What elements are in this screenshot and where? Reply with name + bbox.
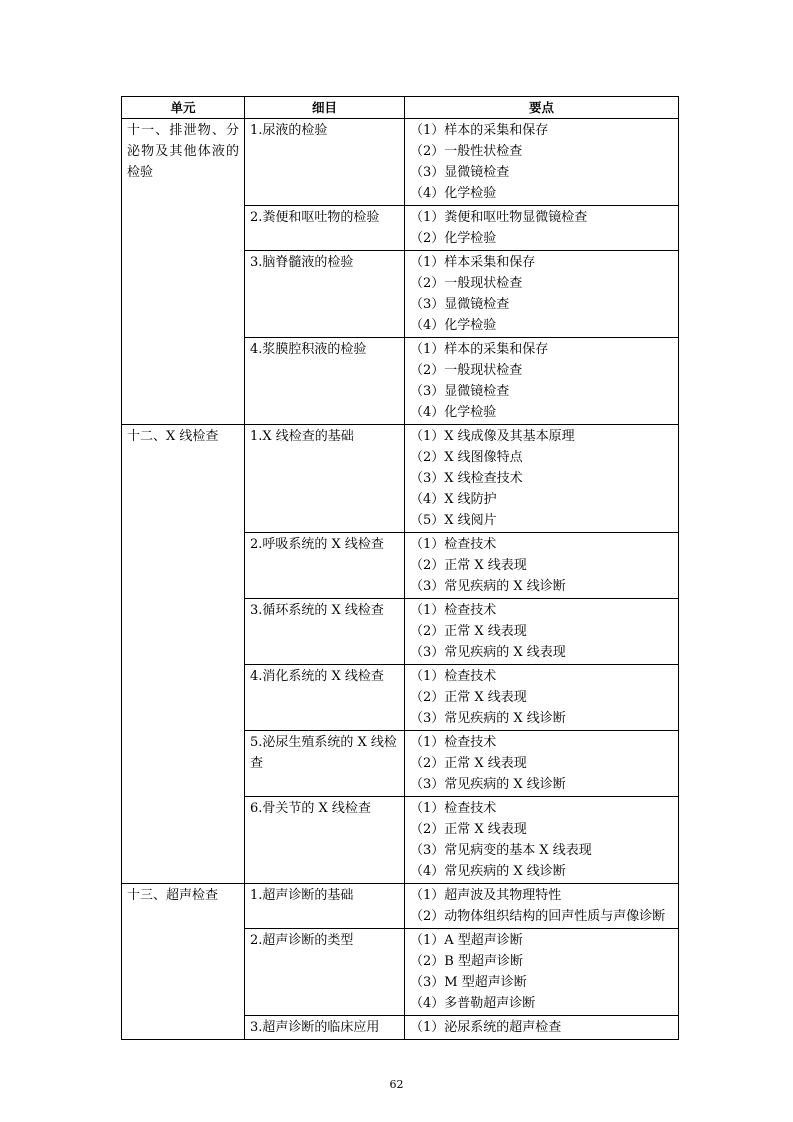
point-item: （1）检查技术 bbox=[410, 537, 497, 552]
points-cell bbox=[405, 599, 679, 665]
point-item: （1）样本的采集和保存 bbox=[410, 123, 549, 138]
point-item: （3）常见疾病的 X 线表现 bbox=[410, 645, 566, 660]
point-item: （3）X 线检查技术 bbox=[410, 471, 523, 486]
detail-cell: 4.消化系统的 X 线检查 bbox=[245, 665, 405, 731]
table-row bbox=[122, 884, 679, 929]
table-row bbox=[122, 425, 679, 533]
point-item: （1）X 线成像及其基本原理 bbox=[410, 429, 575, 444]
point-item: （4）多普勒超声诊断 bbox=[410, 996, 536, 1011]
point-item: （2）一般现状检查 bbox=[410, 363, 523, 378]
point-item: （1）检查技术 bbox=[410, 603, 497, 618]
point-item: （4）化学检验 bbox=[410, 318, 497, 333]
point-item: （2）动物体组织结构的回声性质与声像诊断 bbox=[410, 909, 666, 924]
point-item: （3）常见疾病的 X 线诊断 bbox=[410, 711, 566, 726]
detail-cell: 2.粪便和呕吐物的检验 bbox=[245, 206, 405, 251]
detail-cell: 2.呼吸系统的 X 线检查 bbox=[245, 533, 405, 599]
points-cell bbox=[405, 533, 679, 599]
point-item: （2）X 线图像特点 bbox=[410, 450, 523, 465]
table-header-row bbox=[122, 97, 679, 119]
point-item: （1）泌尿系统的超声检查 bbox=[410, 1020, 562, 1035]
points-cell bbox=[405, 797, 679, 884]
point-item: （1）检查技术 bbox=[410, 801, 497, 816]
points-cell bbox=[405, 1016, 679, 1040]
point-item: （4）化学检验 bbox=[410, 186, 497, 201]
detail-cell: 1.X 线检查的基础 bbox=[245, 425, 405, 533]
point-item: （2）正常 X 线表现 bbox=[410, 624, 527, 639]
points-cell bbox=[405, 206, 679, 251]
unit-cell: 十三、超声检查 bbox=[122, 884, 245, 1040]
point-item: （3）M 型超声诊断 bbox=[410, 975, 527, 990]
detail-cell: 1.尿液的检验 bbox=[245, 119, 405, 206]
point-item: （2）B 型超声诊断 bbox=[410, 954, 523, 969]
points-cell bbox=[405, 731, 679, 797]
point-item: （1）超声波及其物理特性 bbox=[410, 888, 562, 903]
detail-cell: 6.骨关节的 X 线检查 bbox=[245, 797, 405, 884]
syllabus-table bbox=[121, 96, 679, 1040]
points-cell bbox=[405, 338, 679, 425]
point-item: （4）常见疾病的 X 线诊断 bbox=[410, 864, 566, 879]
point-item: （2）正常 X 线表现 bbox=[410, 690, 527, 705]
table-body bbox=[122, 119, 679, 1040]
header-points: 要点 bbox=[405, 97, 679, 119]
point-item: （1）A 型超声诊断 bbox=[410, 933, 523, 948]
unit-cell: 十一、排泄物、分泌物及其他体液的检验 bbox=[122, 119, 245, 425]
detail-cell: 3.脑脊髓液的检验 bbox=[245, 251, 405, 338]
point-item: （2）一般现状检查 bbox=[410, 276, 523, 291]
point-item: （1）样本的采集和保存 bbox=[410, 342, 549, 357]
point-item: （2）正常 X 线表现 bbox=[410, 558, 527, 573]
point-item: （3）显微镜检查 bbox=[410, 297, 510, 312]
points-cell bbox=[405, 425, 679, 533]
point-item: （2）正常 X 线表现 bbox=[410, 822, 527, 837]
detail-cell: 3.超声诊断的临床应用 bbox=[245, 1016, 405, 1040]
point-item: （3）显微镜检查 bbox=[410, 384, 510, 399]
table-row bbox=[122, 119, 679, 206]
points-cell bbox=[405, 665, 679, 731]
point-item: （4）X 线防护 bbox=[410, 492, 497, 507]
point-item: （3）显微镜检查 bbox=[410, 165, 510, 180]
point-item: （3）常见疾病的 X 线诊断 bbox=[410, 579, 566, 594]
points-cell bbox=[405, 119, 679, 206]
point-item: （4）化学检验 bbox=[410, 405, 497, 420]
point-item: （1）样本采集和保存 bbox=[410, 255, 536, 270]
points-cell bbox=[405, 251, 679, 338]
header-unit: 单元 bbox=[122, 97, 245, 119]
detail-cell: 1.超声诊断的基础 bbox=[245, 884, 405, 929]
unit-cell: 十二、X 线检查 bbox=[122, 425, 245, 884]
point-item: （2）化学检验 bbox=[410, 231, 497, 246]
point-item: （1）检查技术 bbox=[410, 669, 497, 684]
point-item: （1）粪便和呕吐物显微镜检查 bbox=[410, 210, 588, 225]
point-item: （3）常见疾病的 X 线诊断 bbox=[410, 777, 566, 792]
header-detail: 细目 bbox=[245, 97, 405, 119]
detail-cell: 3.循环系统的 X 线检查 bbox=[245, 599, 405, 665]
point-item: （1）检查技术 bbox=[410, 735, 497, 750]
detail-cell: 2.超声诊断的类型 bbox=[245, 929, 405, 1016]
detail-cell: 5.泌尿生殖系统的 X 线检查 bbox=[245, 731, 405, 797]
detail-cell: 4.浆膜腔积液的检验 bbox=[245, 338, 405, 425]
points-cell bbox=[405, 884, 679, 929]
point-item: （2）正常 X 线表现 bbox=[410, 756, 527, 771]
page-number: 62 bbox=[389, 1078, 404, 1091]
point-item: （2）一般性状检查 bbox=[410, 144, 523, 159]
points-cell bbox=[405, 929, 679, 1016]
point-item: （5）X 线阅片 bbox=[410, 513, 497, 528]
point-item: （3）常见病变的基本 X 线表现 bbox=[410, 843, 592, 858]
